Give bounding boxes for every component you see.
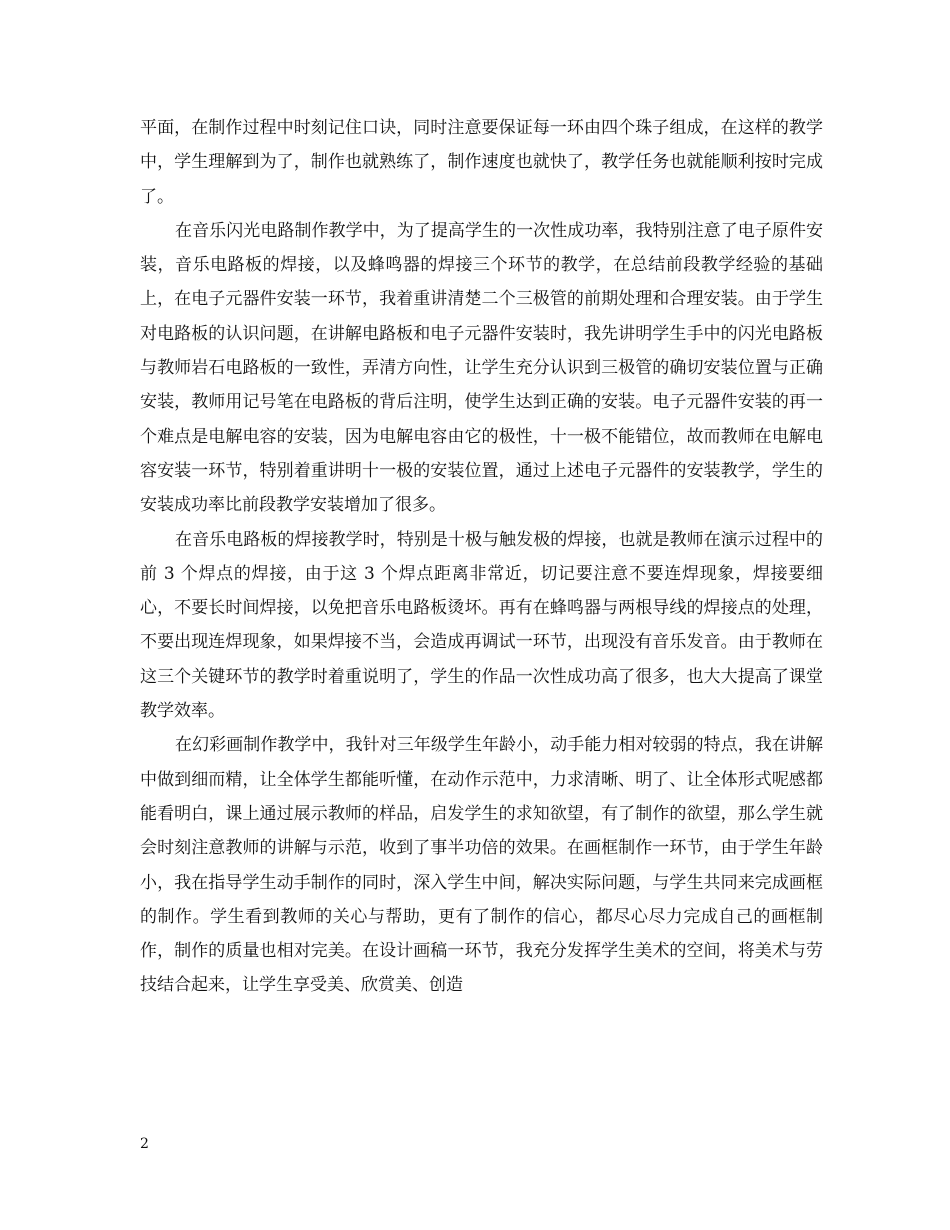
page-number: 2 — [140, 1136, 149, 1152]
text-line: 制作一环节，由于学生年龄小，我在指导学生动手制作的同时，深入学生中间，解决实 — [140, 838, 824, 893]
text-line: 在讲解中做到细而精，让全体学生都能听懂，在动作示范中，力求清晰、明了、让全 — [140, 735, 824, 790]
paragraph — [140, 111, 823, 214]
text-line: 焊接要细心，不要长时间焊接，以免把音乐电路板烫坏。再有在蜂鸣器与两根导线的 — [140, 563, 824, 619]
text-line: 到三极管的确切安装位置与正确安装，教师用记号笔在电路板的背后注明，使学生达 — [140, 358, 823, 413]
text-line: 理安装。由于学生对电路板的认识问题，在讲解电路板和电子元器件安装时，我先讲 — [140, 289, 824, 344]
text-line: 焊接点的处理，不要出现连焊现象，如果焊接不当，会造成再调试一环节，出现没有音 — [140, 598, 824, 653]
text-line: 平面，在制作过程中时刻记住口诀，同时注意要保证每一环由四个珠子组成，在这样 — [140, 118, 772, 138]
text-line: 它的极性，十一极不能错位，故而教师在电解电容安装一环节，特别着重讲明十一极 — [140, 426, 824, 481]
text-line: 在音乐电路板的焊接教学时，特别是十极与触发极的焊接，也就是教师在演示过 — [175, 529, 772, 550]
text-line: 乐发音。由于教师在这三个关键环节的教学时着重说明了，学生的作品一次性成功 — [140, 632, 824, 687]
text-line: 高了很多，也大大提高了课堂教学效率。 — [140, 666, 824, 722]
text-line: 我充分发挥学生美术的空间，将美术与劳技结合起来，让学生享受美、欣赏美、创造 — [140, 941, 824, 996]
text-line: 加了很多。 — [361, 495, 446, 516]
text-line: 体形式呢感都能看明白，课上通过展示教师的样品，启发学生的求知欲望，有了制作 — [140, 769, 824, 824]
text-line: 际问题，与学生共同来完成画框的制作。学生看到教师的关心与帮助，更有了制作的 — [140, 872, 823, 927]
text-line: 信心，都尽心尽力完成自己的画框制作，制作的质量也相对完美。在设计画稿一环节， — [140, 906, 824, 962]
text-line: 在音乐闪光电路制作教学中，为了提高学生的一次性成功率，我特别注意了电子 — [175, 220, 772, 241]
text-line: 经验的基础上，在电子元器件安装一环节，我着重讲清楚二个三极管的前期处理和合 — [140, 255, 824, 310]
text-line: 程中的前 3 个焊点的焊接，由于这 3 个焊点距离非常近，切记要注意不要连焊现象， — [140, 529, 824, 584]
text-line: 原件安装，音乐电路板的焊接，以及蜂鸣器的焊接三个环节的教学，在总结前段教学 — [140, 220, 824, 276]
text-line: 利按时完成了。 — [140, 152, 824, 207]
text-line: 到正确的安装。电子元器件安装的再一个难点是电解电容的安装，因为电解电容由 — [140, 392, 824, 447]
text-line: 明学生手中的闪光电路板与教师岩石电路板的一致性，弄清方向性，让学生充分认识 — [140, 323, 824, 379]
text-line: 的欲望，那么学生就会时刻注意教师的讲解与示范，收到了事半功倍的效果。在画框 — [140, 803, 824, 859]
text-line: 的安装位置，通过上述电子元器件的安装教学，学生的安装成功率比前段教学安装增 — [140, 460, 824, 516]
text-line: 在幻彩画制作教学中，我针对三年级学生年龄小，动手能力相对较弱的特点，我 — [175, 735, 772, 756]
paragraph — [140, 214, 823, 523]
paragraph — [140, 728, 823, 1002]
text-line: 的教学中，学生理解到为了，制作也就熟练了，制作速度也就快了，教学任务也就能顺 — [140, 118, 824, 173]
paragraph — [140, 523, 823, 729]
body-text — [140, 111, 823, 1003]
